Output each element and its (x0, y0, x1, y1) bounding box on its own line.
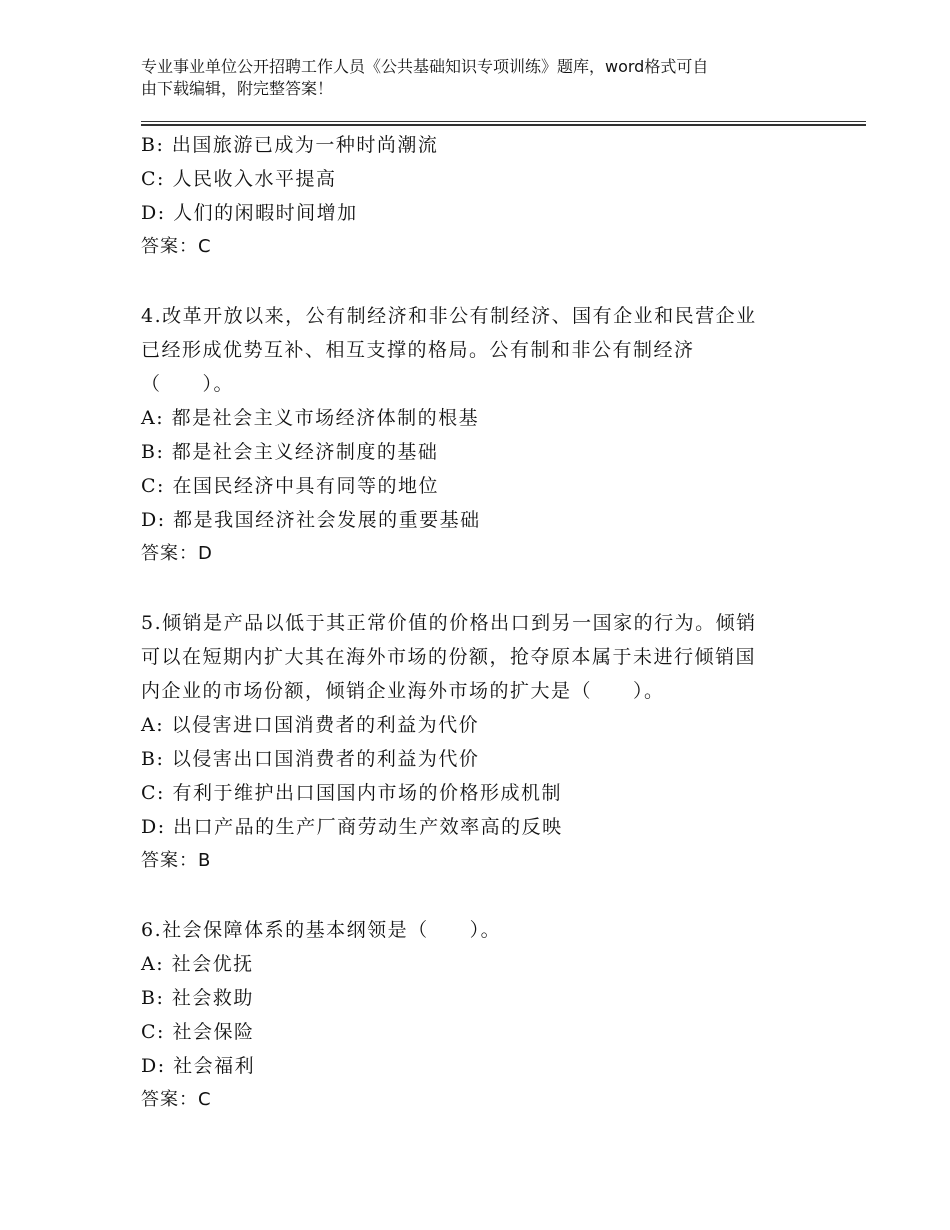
answer-label: 答案：C (141, 1089, 212, 1110)
header-line-2: 由下载编辑，附完整答案！ (141, 79, 334, 98)
page-header (141, 56, 821, 100)
option-d: D: 都是我国经济社会发展的重要基础 (141, 509, 481, 531)
option-b: B: 社会救助 (141, 987, 254, 1009)
question-4 (141, 299, 831, 571)
option-a: A: 社会优抚 (141, 953, 254, 975)
option-d: D: 社会福利 (141, 1055, 256, 1077)
header-divider-thin (141, 121, 866, 122)
header-line-1: 专业事业单位公开招聘工作人员《公共基础知识专项训练》题库，word格式可自 (141, 57, 709, 76)
option-a: A: 都是社会主义市场经济体制的根基 (141, 407, 480, 429)
option-c: C: 在国民经济中具有同等的地位 (141, 475, 439, 497)
option-c: C: 社会保险 (141, 1021, 255, 1043)
option-b: B: 都是社会主义经济制度的基础 (141, 441, 439, 463)
question-stem-line: （ ）。 (141, 373, 235, 395)
question-list (141, 128, 831, 1117)
answer-label: 答案：C (141, 236, 212, 257)
option-d: D: 出口产品的生产厂商劳动生产效率高的反映 (141, 816, 563, 838)
question-stem-line: 可以在短期内扩大其在海外市场的份额，抢夺原本属于未进行倾销国 (141, 646, 757, 668)
header-divider-thick (141, 124, 866, 126)
question-3 (141, 128, 831, 264)
question-stem-line: 4.改革开放以来，公有制经济和非公有制经济、国有企业和民营企业 (141, 305, 757, 327)
option-d: D: 人们的闲暇时间增加 (141, 202, 358, 224)
question-stem-line: 内企业的市场份额，倾销企业海外市场的扩大是（ ）。 (141, 680, 665, 702)
option-b: B: 出国旅游已成为一种时尚潮流 (141, 134, 439, 156)
answer-label: 答案：B (141, 850, 212, 871)
question-stem-line: 已经形成优势互补、相互支撑的格局。公有制和非公有制经济 (141, 339, 695, 361)
answer-label: 答案：D (141, 543, 213, 564)
option-b: B: 以侵害出口国消费者的利益为代价 (141, 748, 480, 770)
option-a: A: 以侵害进口国消费者的利益为代价 (141, 714, 480, 736)
question-5 (141, 606, 831, 878)
question-stem-line: 5.倾销是产品以低于其正常价值的价格出口到另一国家的行为。倾销 (141, 612, 757, 634)
option-c: C: 有利于维护出口国国内市场的价格形成机制 (141, 782, 562, 804)
question-6 (141, 913, 831, 1117)
option-c: C: 人民收入水平提高 (141, 168, 337, 190)
question-stem-line: 6.社会保障体系的基本纲领是（ ）。 (141, 919, 502, 941)
